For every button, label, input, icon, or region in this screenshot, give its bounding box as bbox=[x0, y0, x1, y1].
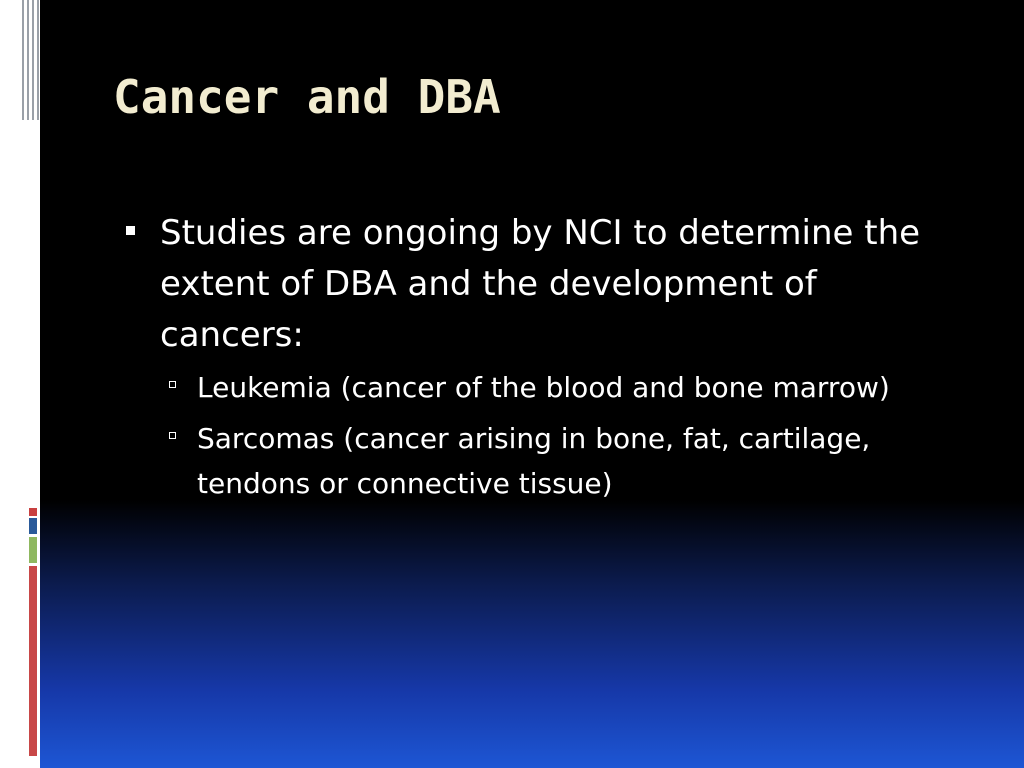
accent-bar-red-small bbox=[29, 508, 37, 516]
square-bullet-icon bbox=[126, 226, 135, 235]
left-decoration-strip bbox=[0, 0, 40, 768]
sub-bullet-text: Sarcomas (cancer arising in bone, fat, cartilage, tendons or connective tissue) bbox=[197, 422, 871, 500]
accent-bar-red-long bbox=[29, 566, 37, 756]
hollow-square-bullet-icon bbox=[169, 432, 176, 439]
decor-line bbox=[37, 0, 39, 120]
sub-bullet-item bbox=[120, 365, 960, 410]
slide-body bbox=[120, 208, 960, 512]
vertical-lines-decoration bbox=[22, 0, 39, 120]
bullet-item bbox=[120, 208, 960, 361]
accent-bar-green bbox=[29, 537, 37, 563]
decor-line bbox=[27, 0, 29, 120]
decor-line bbox=[32, 0, 34, 120]
sub-bullet-item bbox=[120, 416, 960, 506]
hollow-square-bullet-icon bbox=[169, 381, 176, 388]
accent-bar-blue bbox=[29, 518, 37, 534]
slide-title: Cancer and DBA bbox=[113, 70, 501, 124]
bullet-text: Studies are ongoing by NCI to determine the extent of DBA and the development of cancers: bbox=[160, 213, 921, 355]
sub-bullet-text: Leukemia (cancer of the blood and bone marrow) bbox=[197, 371, 890, 404]
decor-line bbox=[22, 0, 24, 120]
